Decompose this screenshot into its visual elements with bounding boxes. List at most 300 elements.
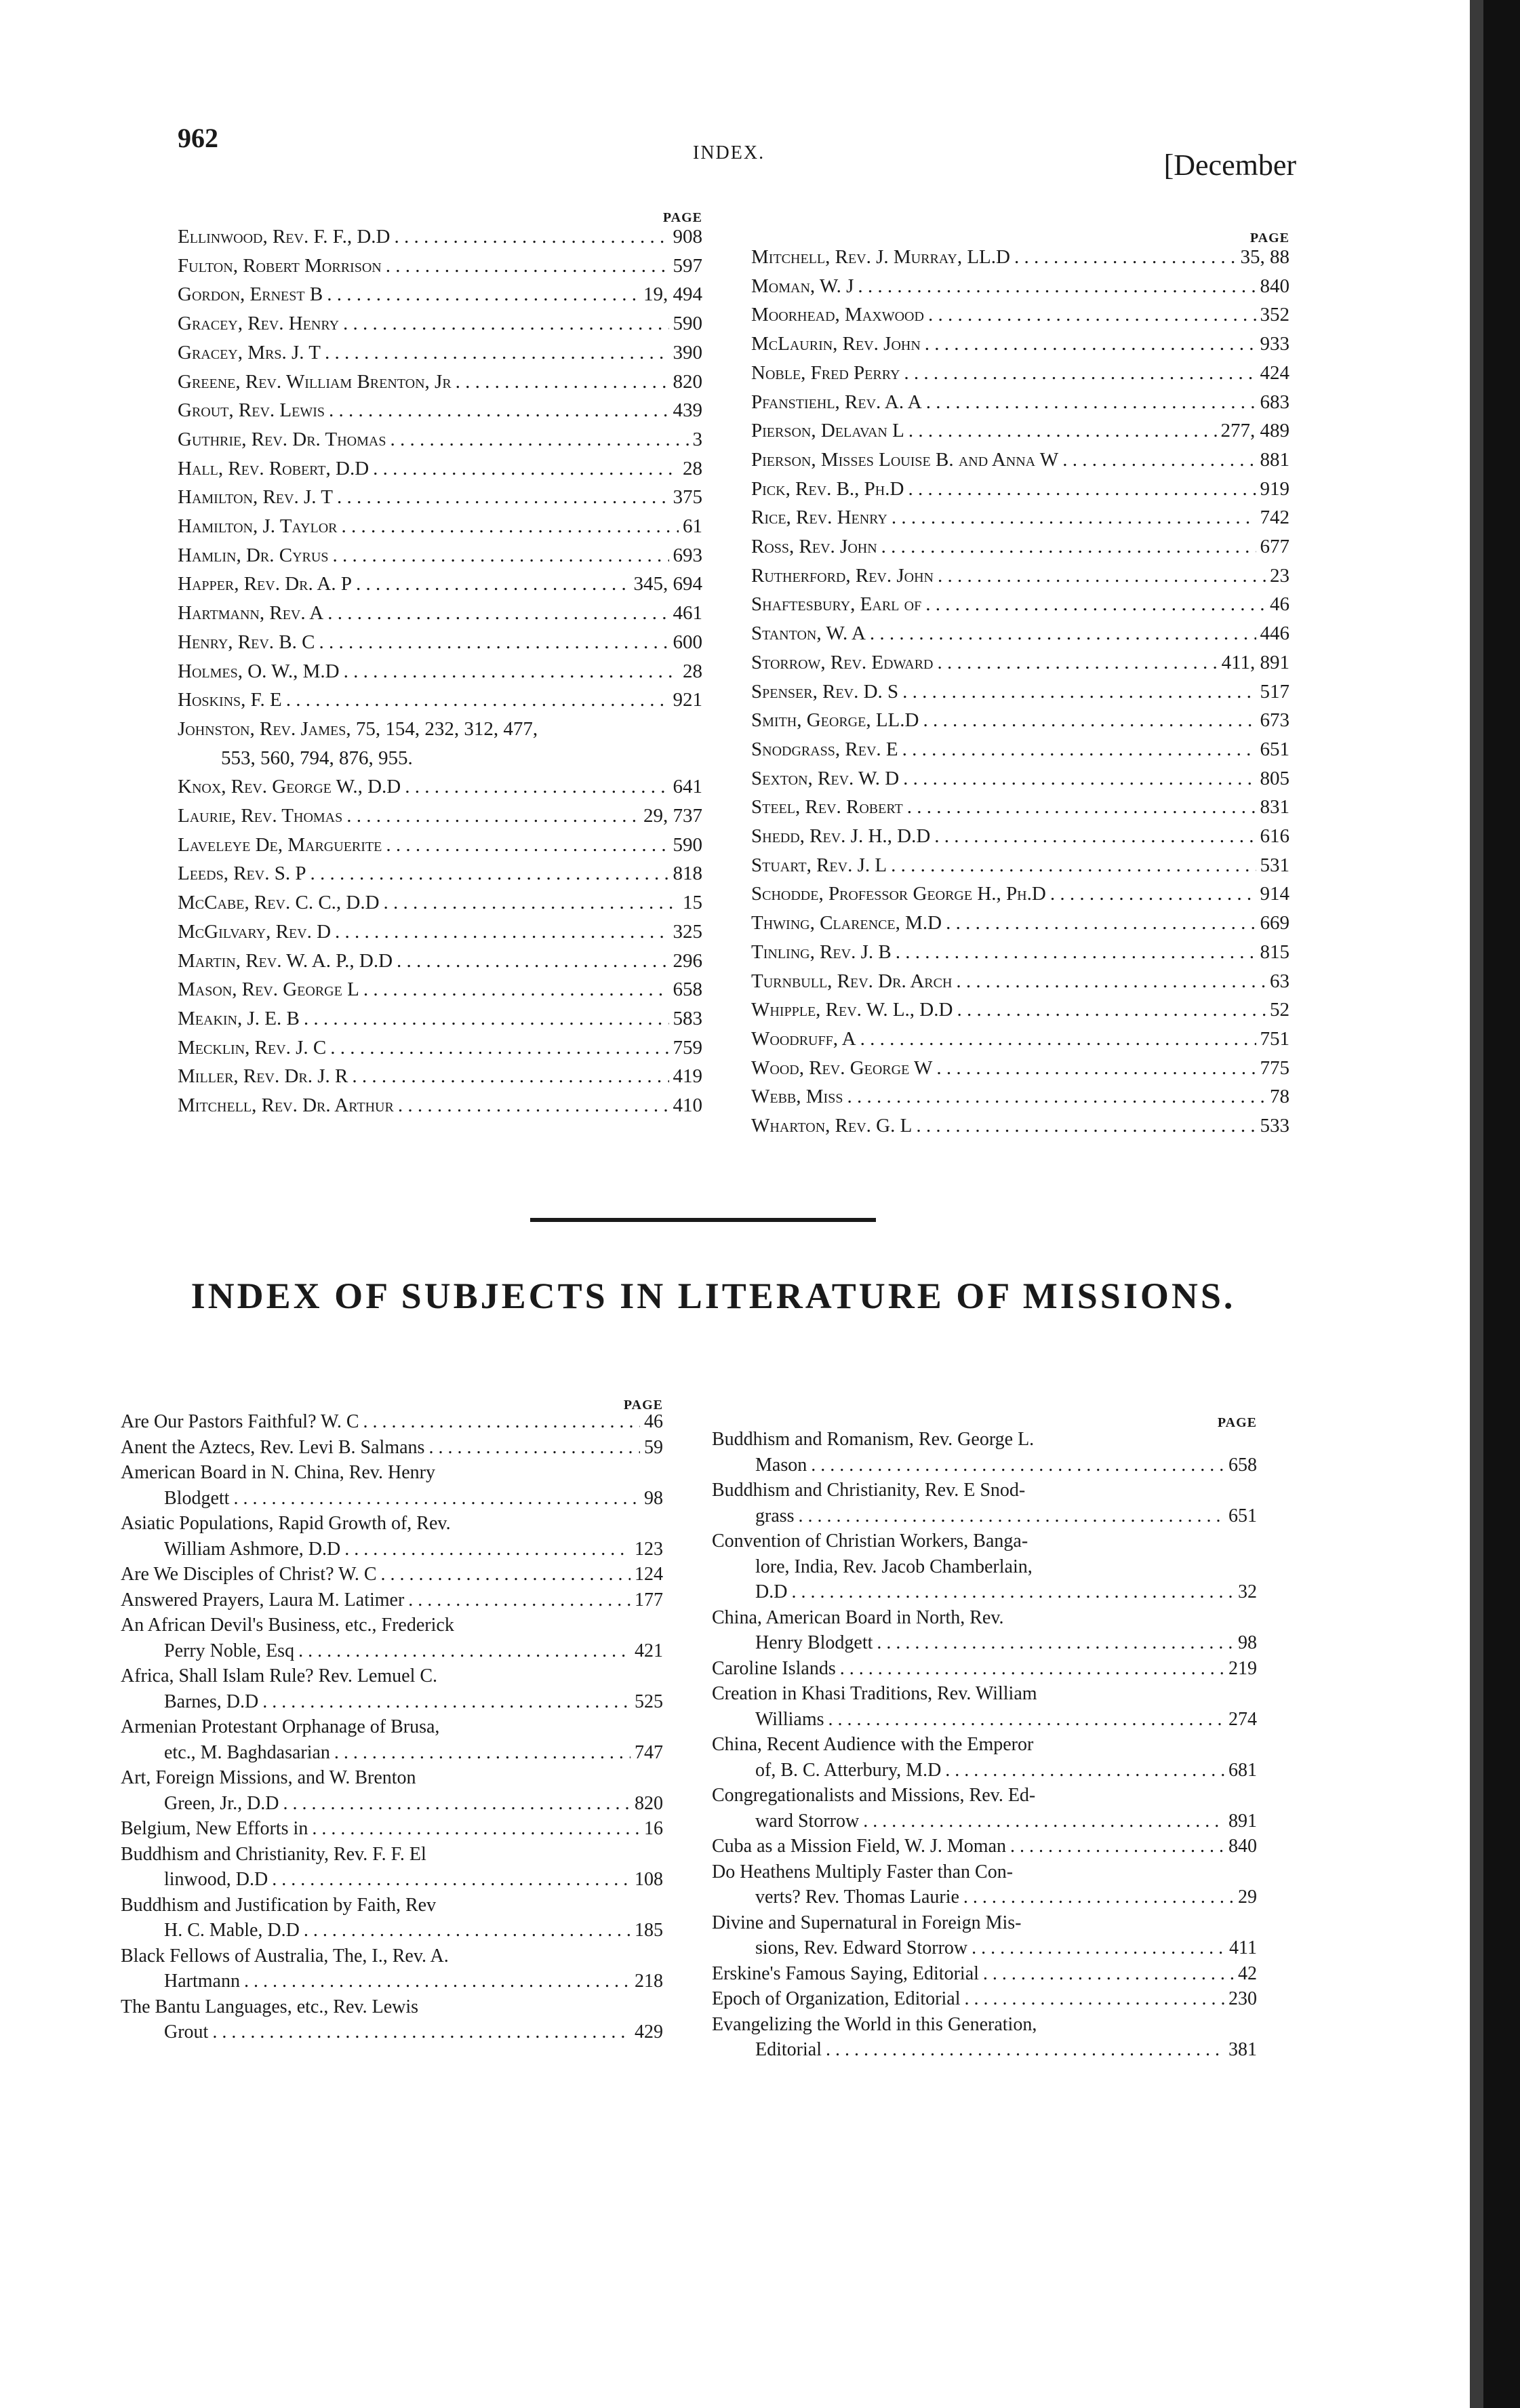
index-entry-continuation: [121, 1689, 663, 1715]
entry-page-number: 840: [1228, 1836, 1257, 1857]
dot-leader: [343, 309, 668, 338]
index-entry: [178, 483, 702, 512]
entry-page-number: 933: [1260, 333, 1289, 355]
dot-leader: [863, 1809, 1224, 1834]
page-column-label: PAGE: [623, 1398, 663, 1413]
dot-leader: [384, 888, 679, 917]
index-entry: [178, 570, 702, 599]
section-divider: [530, 1218, 876, 1222]
index-entry: [178, 715, 702, 744]
dot-leader: [934, 822, 1256, 851]
entry-title: Divine and Supernatural in Foreign Mis-: [712, 1912, 1022, 1933]
dot-leader: [928, 300, 1256, 330]
entry-page-number: 658: [673, 979, 702, 1001]
index-entry-continuation: [712, 2037, 1257, 2063]
index-entry: [751, 330, 1289, 359]
entry-title-continued: lore, India, Rev. Jacob Chamberlain,: [755, 1556, 1033, 1577]
entry-title: Congregationalists and Missions, Rev. Ed-: [712, 1785, 1036, 1806]
index-entry: [178, 1062, 702, 1091]
entry-page-number: 669: [1260, 912, 1289, 934]
dot-leader: [352, 1062, 668, 1091]
dot-leader: [327, 280, 639, 309]
entry-page-number: 61: [683, 515, 702, 538]
index-entry: [178, 280, 702, 309]
dot-leader: [386, 831, 668, 860]
dot-leader: [272, 1867, 631, 1893]
entry-title: Ross, Rev. John: [751, 536, 877, 558]
dot-leader: [965, 1986, 1225, 2012]
entry-page-number: 230: [1228, 1988, 1257, 2009]
entry-title: Smith, George, LL.D: [751, 709, 919, 732]
entry-page-number: 891: [1228, 1810, 1257, 1832]
entry-title: Cuba as a Mission Field, W. J. Moman: [712, 1836, 1007, 1857]
page-column-label: PAGE: [1249, 231, 1289, 245]
index-entry: [751, 272, 1289, 301]
index-entry: [121, 1460, 663, 1486]
index-entry: [178, 772, 702, 802]
dot-leader: [916, 1111, 1256, 1141]
page-number: 962: [178, 123, 218, 153]
entry-title: Pierson, Misses Louise B. and Anna W: [751, 448, 1059, 471]
index-entry: [712, 1427, 1257, 1453]
dot-leader: [408, 1587, 631, 1613]
entry-page-number: 381: [1228, 2039, 1257, 2060]
dot-leader: [1062, 446, 1256, 475]
entry-title: Moorhead, Maxwood: [751, 304, 924, 326]
page-edge-binding: [1483, 0, 1520, 2408]
entry-page-number: 352: [1260, 304, 1289, 326]
entry-title: Mecklin, Rev. J. C: [178, 1036, 327, 1059]
index-entry: [751, 619, 1289, 648]
entry-title: Martin, Rev. W. A. P., D.D: [178, 949, 393, 972]
entry-title: Shedd, Rev. J. H., D.D: [751, 825, 931, 848]
dot-leader: [397, 947, 668, 976]
subjects-index-title: INDEX OF SUBJECTS IN LITERATURE OF MISSIONS.: [191, 1276, 1236, 1316]
entry-title: Gracey, Mrs. J. T: [178, 341, 321, 363]
entry-title: Whipple, Rev. W. L., D.D: [751, 999, 953, 1021]
index-entry: [178, 859, 702, 888]
dot-leader: [283, 1791, 631, 1817]
entry-page-number: 683: [1260, 391, 1289, 413]
entry-title: Turnbull, Rev. Dr. Arch: [751, 970, 953, 992]
index-entry: [751, 851, 1289, 880]
entry-page-number: 908: [673, 226, 702, 248]
entry-title-continued: Editorial: [755, 2039, 822, 2060]
entry-title: Mitchell, Rev. J. Murray, LL.D: [751, 246, 1010, 268]
index-entry: [751, 532, 1289, 561]
entry-title-continued: sions, Rev. Edward Storrow: [755, 1937, 968, 1958]
index-entry-continuation: [712, 1630, 1257, 1656]
dot-leader: [329, 396, 669, 425]
dot-leader: [799, 1503, 1224, 1529]
index-entry-continuation: [712, 1579, 1257, 1605]
index-entry: [121, 1714, 663, 1740]
index-entry: [121, 1435, 663, 1461]
entry-title: Miller, Rev. Dr. J. R: [178, 1065, 348, 1088]
dot-leader: [298, 1638, 631, 1664]
entry-page-number: 23: [1270, 564, 1289, 587]
names-index-left-column: [178, 203, 702, 1120]
entry-title-continued: Barnes, D.D: [164, 1691, 259, 1712]
dot-leader: [310, 859, 668, 888]
index-entry: [178, 628, 702, 657]
entry-page-number: 35, 88: [1240, 246, 1289, 268]
entry-title: Guthrie, Rev. Dr. Thomas: [178, 428, 386, 450]
entry-title-continued: Perry Noble, Esq: [164, 1640, 295, 1661]
entry-title: Leeds, Rev. S. P: [178, 863, 306, 885]
entry-page-number: 218: [635, 1971, 663, 1992]
index-entry: [751, 1025, 1289, 1054]
entry-title: Greene, Rev. William Brenton, Jr: [178, 370, 452, 393]
entry-title: Convention of Christian Workers, Banga-: [712, 1531, 1028, 1552]
dot-leader: [212, 2019, 631, 2045]
entry-title: Hoskins, F. E: [178, 689, 282, 711]
page-edge-shadow: [1470, 0, 1483, 2408]
entry-title: Shaftesbury, Earl of: [751, 593, 922, 616]
entry-title: Schodde, Professor George H., Ph.D: [751, 883, 1046, 905]
entry-title: Pierson, Delavan L: [751, 420, 904, 442]
entry-page-number: 274: [1228, 1708, 1257, 1730]
entry-title: China, Recent Audience with the Emperor: [712, 1734, 1034, 1755]
entry-page-number: 124: [635, 1564, 663, 1585]
entry-title-continued: of, B. C. Atterbury, M.D: [755, 1759, 942, 1781]
entry-page-number: 46: [1270, 593, 1289, 616]
entry-page-number: 123: [635, 1538, 663, 1560]
index-entry: [751, 909, 1289, 938]
dot-leader: [390, 425, 688, 454]
index-entry-continuation: [712, 1707, 1257, 1733]
entry-page-number: 16: [644, 1818, 663, 1839]
dot-leader: [908, 416, 1217, 446]
dot-leader: [1050, 880, 1256, 909]
dot-leader: [456, 368, 669, 397]
entry-page-number: 424: [1260, 361, 1289, 384]
entry-title-continued: Williams: [755, 1708, 824, 1730]
index-entry: [121, 1562, 663, 1587]
entry-title: Knox, Rev. George W., D.D: [178, 776, 401, 798]
index-entry: [178, 657, 702, 686]
entry-page-number: 29, 737: [643, 805, 702, 827]
entry-title: Moman, W. J: [751, 275, 854, 297]
index-entry-continuation: [712, 1758, 1257, 1783]
dot-leader: [341, 512, 679, 541]
index-entry: [121, 1842, 663, 1868]
dot-leader: [877, 1630, 1234, 1656]
dot-leader: [902, 677, 1256, 707]
entry-title: Steel, Rev. Robert: [751, 796, 903, 818]
dot-leader: [356, 570, 630, 599]
entry-title: Storrow, Rev. Edward: [751, 651, 934, 673]
dot-leader: [858, 272, 1256, 301]
entry-page-number: 651: [1260, 738, 1289, 760]
entry-title: Art, Foreign Missions, and W. Brenton: [121, 1767, 416, 1788]
entry-page-number: 46: [644, 1411, 663, 1432]
entry-page-number: 28: [683, 660, 702, 682]
index-entry: [751, 475, 1289, 504]
entry-page-number: 831: [1260, 796, 1289, 818]
entry-title-continued: grass: [755, 1505, 795, 1526]
index-entry-continuation: [121, 1537, 663, 1562]
dot-leader: [363, 975, 669, 1004]
running-month: [December: [1163, 149, 1296, 182]
entry-page-number: 411: [1229, 1937, 1257, 1958]
entry-title-continued: linwood, D.D: [164, 1869, 268, 1890]
dot-leader: [1014, 243, 1237, 272]
index-entry: [178, 368, 702, 397]
running-title: INDEX.: [693, 142, 765, 163]
entry-title-continued: Blodgett: [164, 1487, 230, 1509]
entry-title: Erskine's Famous Saying, Editorial: [712, 1962, 979, 1984]
entry-title: Mitchell, Rev. Dr. Arthur: [178, 1094, 394, 1117]
index-entry: [712, 1859, 1257, 1885]
entry-title: Stuart, Rev. J. L: [751, 854, 887, 876]
index-entry: [712, 1528, 1257, 1554]
entry-page-number: 658: [1228, 1454, 1257, 1476]
entry-title-continued: William Ashmore, D.D: [164, 1538, 341, 1560]
index-entry: [751, 735, 1289, 764]
entry-title: Hamilton, J. Taylor: [178, 515, 338, 538]
dot-leader: [244, 1969, 631, 1994]
entry-title: Buddhism and Justification by Faith, Rev: [121, 1894, 437, 1916]
dot-leader: [344, 657, 679, 686]
entry-title: Spenser, Rev. D. S: [751, 680, 899, 703]
subjects-index-left-column: [121, 1393, 663, 2045]
entry-title: China, American Board in North, Rev.: [712, 1606, 1004, 1628]
entry-title: Gordon, Ernest B: [178, 283, 323, 306]
index-entry: [751, 1054, 1289, 1083]
dot-leader: [826, 2037, 1224, 2063]
index-entry: [751, 880, 1289, 909]
entry-title: Buddhism and Romanism, Rev. George L.: [712, 1429, 1035, 1450]
subjects-index-right-column: [712, 1410, 1257, 2063]
dot-leader: [381, 1562, 631, 1587]
dot-leader: [346, 802, 639, 831]
entry-title: Webb, Miss: [751, 1086, 843, 1108]
index-entry: [121, 1765, 663, 1791]
entry-page-number: 32: [1238, 1581, 1257, 1602]
entry-title: Rutherford, Rev. John: [751, 564, 934, 587]
index-entry: [751, 822, 1289, 851]
dot-leader: [902, 735, 1256, 764]
entry-page-number: 651: [1228, 1505, 1257, 1526]
entry-title: Hamlin, Dr. Cyrus: [178, 544, 329, 566]
entry-title: Hall, Rev. Robert, D.D: [178, 457, 369, 479]
index-entry: [712, 1732, 1257, 1758]
entry-page-number: 616: [1260, 825, 1289, 848]
entry-title: Gracey, Rev. Henry: [178, 313, 340, 335]
index-entry: [751, 1082, 1289, 1111]
entry-title-continued: Green, Jr., D.D: [164, 1792, 279, 1814]
index-entry: [751, 967, 1289, 996]
entry-page-number: 325: [673, 920, 702, 943]
entry-page-number: 277, 489: [1220, 420, 1289, 442]
index-entry-continuation: [121, 1791, 663, 1817]
index-entry-continuation: [712, 1935, 1257, 1961]
entry-title: Buddhism and Christianity, Rev. F. F. El: [121, 1843, 426, 1865]
index-entry-continuation: [121, 1918, 663, 1943]
entry-page-number: 921: [673, 689, 702, 711]
dot-leader: [394, 222, 668, 252]
entry-page-number: 590: [673, 313, 702, 335]
entry-title: Pfanstiehl, Rev. A. A: [751, 391, 922, 413]
dot-leader: [791, 1579, 1234, 1605]
dot-leader: [923, 706, 1256, 735]
dot-leader: [881, 532, 1256, 561]
entry-title-continued: 553, 560, 794, 876, 955.: [221, 747, 413, 769]
dot-leader: [325, 338, 669, 368]
entry-title: Hartmann, Rev. A: [178, 602, 324, 625]
entry-page-number: 742: [1260, 507, 1289, 529]
entry-title-continued: D.D: [755, 1581, 788, 1602]
entry-page-number: 15: [683, 892, 702, 914]
index-entry: [121, 1816, 663, 1842]
index-entry: [712, 1986, 1257, 2012]
entry-title: American Board in N. China, Rev. Henry: [121, 1462, 435, 1483]
entry-title: Meakin, J. E. B: [178, 1007, 300, 1029]
dot-leader: [946, 909, 1256, 938]
dot-leader: [983, 1961, 1234, 1987]
entry-page-number: 597: [673, 254, 702, 277]
index-entry: [751, 938, 1289, 967]
index-entry: [178, 888, 702, 917]
entry-page-number: 805: [1260, 767, 1289, 789]
entry-page-number: 390: [673, 341, 702, 363]
index-entry: [712, 1961, 1257, 1987]
index-entry-continuation: [712, 1809, 1257, 1834]
entry-page-number: 411, 891: [1221, 651, 1289, 673]
entry-page-number: 681: [1228, 1759, 1257, 1781]
entry-title: Laveleye De, Marguerite: [178, 833, 382, 856]
index-entry-continuation: [712, 1503, 1257, 1529]
index-entry: [751, 503, 1289, 532]
entry-title: Sexton, Rev. W. D: [751, 767, 900, 789]
index-entry: [121, 1943, 663, 1969]
entry-page-number: 517: [1260, 680, 1289, 703]
entry-page-number: 421: [635, 1640, 663, 1661]
entry-page-number: 759: [673, 1036, 702, 1059]
dot-leader: [963, 1884, 1234, 1910]
dot-leader: [334, 1740, 631, 1766]
entry-page-number: 747: [635, 1741, 663, 1763]
index-entry: [178, 309, 702, 338]
index-entry: [712, 1478, 1257, 1503]
dot-leader: [908, 475, 1256, 504]
page-column-label: PAGE: [662, 210, 702, 225]
entry-title-continued: etc., M. Baghdasarian: [164, 1741, 330, 1763]
index-entry: [712, 1783, 1257, 1809]
dot-leader: [828, 1707, 1224, 1733]
index-entry: [751, 359, 1289, 388]
index-entry: [121, 1409, 663, 1435]
entry-title: Laurie, Rev. Thomas: [178, 805, 343, 827]
dot-leader: [330, 1033, 668, 1063]
dot-leader: [327, 599, 668, 628]
index-entry: [751, 561, 1289, 591]
dot-leader: [840, 1656, 1224, 1682]
index-entry: [712, 1605, 1257, 1631]
dot-leader: [233, 1486, 640, 1512]
dot-leader: [860, 1025, 1256, 1054]
index-entry: [751, 243, 1289, 272]
entry-title: Fulton, Robert Morrison: [178, 254, 382, 277]
dot-leader: [945, 1758, 1224, 1783]
entry-title-continued: ward Storrow: [755, 1810, 860, 1832]
index-entry: [178, 599, 702, 628]
entry-page-number: 641: [673, 776, 702, 798]
entry-title: Rice, Rev. Henry: [751, 507, 887, 529]
dot-leader: [811, 1453, 1224, 1478]
entry-page-number: 296: [673, 949, 702, 972]
entry-page-number: 42: [1238, 1962, 1257, 1984]
entry-page-number: 28: [683, 457, 702, 479]
entry-title: Wharton, Rev. G. L: [751, 1115, 913, 1137]
entry-page-number: 820: [635, 1792, 663, 1814]
dot-leader: [312, 1816, 640, 1842]
dot-leader: [896, 938, 1256, 967]
entry-page-number: 410: [673, 1094, 702, 1117]
dot-leader: [907, 793, 1256, 822]
entry-page-number: 59: [644, 1436, 663, 1458]
entry-page-number: 815: [1260, 941, 1289, 963]
entry-title: Belgium, New Efforts in: [121, 1818, 308, 1839]
entry-title-continued: Hartmann: [164, 1971, 240, 1992]
entry-title: Snodgrass, Rev. E: [751, 738, 898, 760]
entry-title: Armenian Protestant Orphanage of Brusa,: [121, 1716, 440, 1737]
entry-page-number: 590: [673, 833, 702, 856]
entry-title: Tinling, Rev. J. B: [751, 941, 892, 963]
entry-title: Asiatic Populations, Rapid Growth of, Rev.: [121, 1513, 451, 1534]
entry-title: Are We Disciples of Christ? W. C: [121, 1564, 377, 1585]
index-entry: [178, 975, 702, 1004]
entry-page-number: 375: [673, 486, 702, 509]
index-entry: [178, 947, 702, 976]
dot-leader: [904, 359, 1256, 388]
index-entry-continuation: [121, 2019, 663, 2045]
entry-page-number: 600: [673, 631, 702, 653]
entry-page-number: 751: [1260, 1027, 1289, 1050]
index-entry: [121, 1893, 663, 1918]
dot-leader: [925, 330, 1256, 359]
index-entry: [178, 454, 702, 483]
entry-page-number: 98: [1238, 1632, 1257, 1653]
index-entry: [712, 1834, 1257, 1859]
dot-leader: [926, 388, 1256, 417]
entry-title-continued: H. C. Mable, D.D: [164, 1920, 300, 1941]
entry-title-continued: verts? Rev. Thomas Laurie: [755, 1887, 959, 1908]
dot-leader: [925, 590, 1266, 619]
index-entry: [178, 512, 702, 541]
index-entry: [178, 686, 702, 715]
dot-leader: [373, 454, 679, 483]
dot-leader: [891, 851, 1256, 880]
dot-leader: [344, 1537, 631, 1562]
index-entry: [178, 338, 702, 368]
entry-page-number: 919: [1260, 477, 1289, 500]
entry-title-continued: Grout: [164, 2021, 209, 2042]
page-column-label: PAGE: [1217, 1415, 1257, 1430]
index-entry: [751, 706, 1289, 735]
entry-page-number: 98: [644, 1487, 663, 1509]
entry-title: Woodruff, A: [751, 1027, 856, 1050]
entry-page-number: 673: [1260, 709, 1289, 732]
entry-page-number: 914: [1260, 883, 1289, 905]
entry-title: McCabe, Rev. C. C., D.D: [178, 892, 380, 914]
entry-page-number: 108: [635, 1869, 663, 1890]
entry-title: Noble, Fred Perry: [751, 361, 900, 384]
index-entry: [121, 1587, 663, 1613]
entry-page-number: 583: [673, 1007, 702, 1029]
entry-title: Mason, Rev. George L: [178, 979, 359, 1001]
